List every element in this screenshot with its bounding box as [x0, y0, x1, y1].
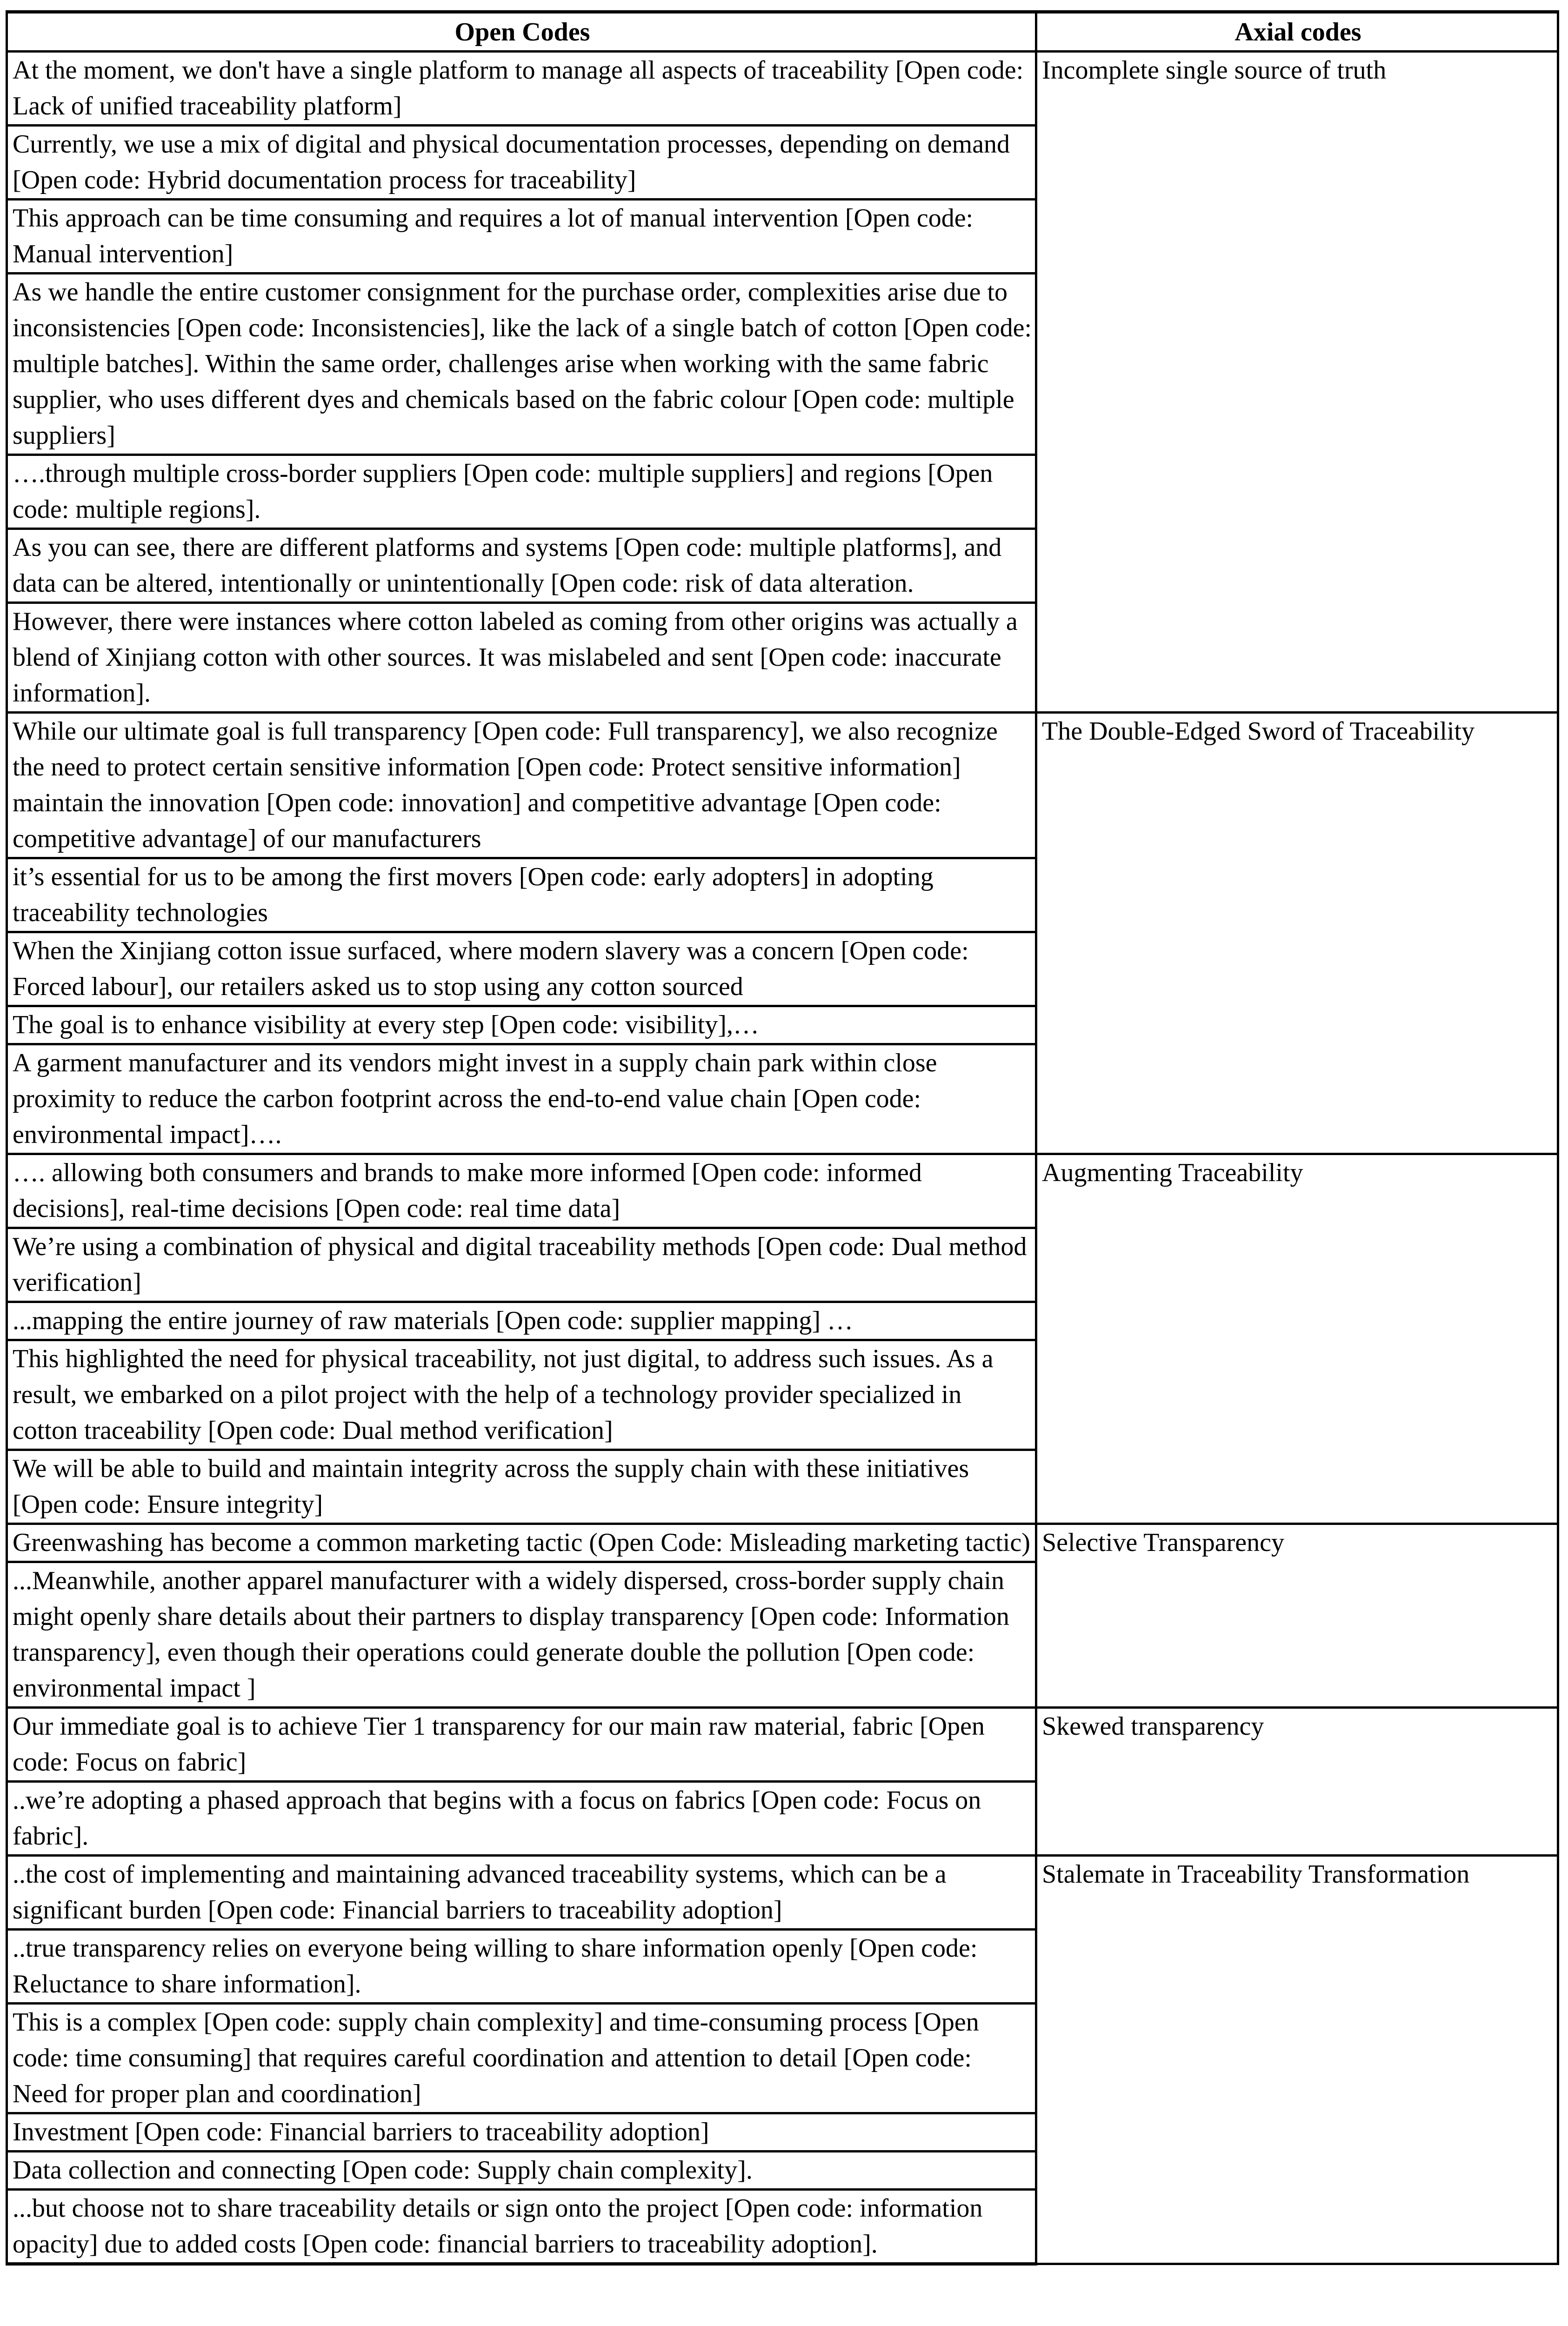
open-code-cell: ...Meanwhile, another apparel manufacturer with a widely dispersed, cross-border supply chain might openly share details about their partners to display transparency [Open code: Information transparency], even though their operations could generate double the pollution [Open code: environmental impact ]: [7, 1562, 1036, 1708]
open-code-cell: As you can see, there are different platforms and systems [Open code: multiple platforms], and data can be altered, intentionally or unintentionally [Open code: risk of data alteration.: [7, 529, 1036, 603]
axial-code-cell: Incomplete single source of truth: [1036, 52, 1558, 713]
open-code-cell: We will be able to build and maintain integrity across the supply chain with these initiatives [Open code: Ensure integrity]: [7, 1450, 1036, 1524]
open-code-cell: This is a complex [Open code: supply chain complexity] and time-consuming process [Open code: time consuming] that requires careful coordination and attention to detail [Open code: Need for proper plan and coordination]: [7, 2004, 1036, 2113]
open-code-cell: A garment manufacturer and its vendors might invest in a supply chain park within close proximity to reduce the carbon footprint across the end-to-end value chain [Open code: environmental impact]….: [7, 1044, 1036, 1154]
open-code-cell: it’s essential for us to be among the first movers [Open code: early adopters] in adopting traceability technologies: [7, 858, 1036, 932]
axial-code-cell: Augmenting Traceability: [1036, 1154, 1558, 1524]
open-code-cell: When the Xinjiang cotton issue surfaced, where modern slavery was a concern [Open code: Forced labour], our retailers asked us to stop using any cotton sourced: [7, 932, 1036, 1006]
table-body: [7, 52, 1558, 2264]
table-row: [7, 1524, 1558, 1562]
table-row: [7, 1856, 1558, 1930]
axial-code-cell: Selective Transparency: [1036, 1524, 1558, 1708]
header-open-codes: Open Codes: [7, 12, 1036, 52]
header-axial-codes: Axial codes: [1036, 12, 1558, 52]
open-code-cell: Our immediate goal is to achieve Tier 1 transparency for our main raw material, fabric [Open code: Focus on fabric]: [7, 1708, 1036, 1782]
open-code-cell: ..true transparency relies on everyone being willing to share information openly [Open code: Reluctance to share information].: [7, 1930, 1036, 2004]
open-code-cell: The goal is to enhance visibility at every step [Open code: visibility],…: [7, 1006, 1036, 1044]
open-code-cell: Investment [Open code: Financial barriers to traceability adoption]: [7, 2113, 1036, 2152]
open-code-cell: However, there were instances where cotton labeled as coming from other origins was actually a blend of Xinjiang cotton with other sources. It was mislabeled and sent [Open code: inaccurate information].: [7, 603, 1036, 713]
open-code-cell: At the moment, we don't have a single platform to manage all aspects of traceability [Open code: Lack of unified traceability platform]: [7, 52, 1036, 126]
table-row: [7, 713, 1558, 858]
open-code-cell: We’re using a combination of physical and digital traceability methods [Open code: Dual method verification]: [7, 1228, 1036, 1302]
open-code-cell: While our ultimate goal is full transparency [Open code: Full transparency], we also recognize the need to protect certain sensitive information [Open code: Protect sensitive information] maintain the innovation [Open code: innovation] and competitive advantage [Open code: competitive advantage] of our manufacturers: [7, 713, 1036, 858]
axial-code-cell: Stalemate in Traceability Transformation: [1036, 1856, 1558, 2264]
table-row: [7, 52, 1558, 126]
open-code-cell: ..the cost of implementing and maintaining advanced traceability systems, which can be a significant burden [Open code: Financial barriers to traceability adoption]: [7, 1856, 1036, 1930]
table-row: [7, 1708, 1558, 1782]
table-row: [7, 1154, 1558, 1228]
open-code-cell: This approach can be time consuming and requires a lot of manual intervention [Open code: Manual intervention]: [7, 200, 1036, 274]
open-code-cell: ..we’re adopting a phased approach that begins with a focus on fabrics [Open code: Focus on fabric].: [7, 1782, 1036, 1856]
coding-table: [6, 10, 1559, 2266]
open-code-cell: Greenwashing has become a common marketing tactic (Open Code: Misleading marketing tactic): [7, 1524, 1036, 1562]
open-code-cell: …. allowing both consumers and brands to make more informed [Open code: informed decisions], real-time decisions [Open code: real time data]: [7, 1154, 1036, 1228]
open-code-cell: Data collection and connecting [Open code: Supply chain complexity].: [7, 2152, 1036, 2190]
open-code-cell: As we handle the entire customer consignment for the purchase order, complexities arise due to inconsistencies [Open code: Inconsistencies], like the lack of a single batch of cotton [Open code: multiple batches]. Within the same order, challenges arise when working with the same fabric supplier, who uses different dyes and chemicals based on the fabric colour [Open code: multiple suppliers]: [7, 274, 1036, 455]
open-code-cell: ….through multiple cross-border suppliers [Open code: multiple suppliers] and regions [Open code: multiple regions].: [7, 455, 1036, 529]
axial-code-cell: The Double-Edged Sword of Traceability: [1036, 713, 1558, 1154]
open-code-cell: Currently, we use a mix of digital and physical documentation processes, depending on demand [Open code: Hybrid documentation process for traceability]: [7, 126, 1036, 200]
axial-code-cell: Skewed transparency: [1036, 1708, 1558, 1856]
header-row: [7, 12, 1558, 52]
open-code-cell: ...but choose not to share traceability details or sign onto the project [Open code: information opacity] due to added costs [Open code: financial barriers to traceability adoption].: [7, 2190, 1036, 2264]
open-code-cell: This highlighted the need for physical traceability, not just digital, to address such issues. As a result, we embarked on a pilot project with the help of a technology provider specialized in cotton traceability [Open code: Dual method verification]: [7, 1340, 1036, 1450]
open-code-cell: ...mapping the entire journey of raw materials [Open code: supplier mapping] …: [7, 1302, 1036, 1340]
